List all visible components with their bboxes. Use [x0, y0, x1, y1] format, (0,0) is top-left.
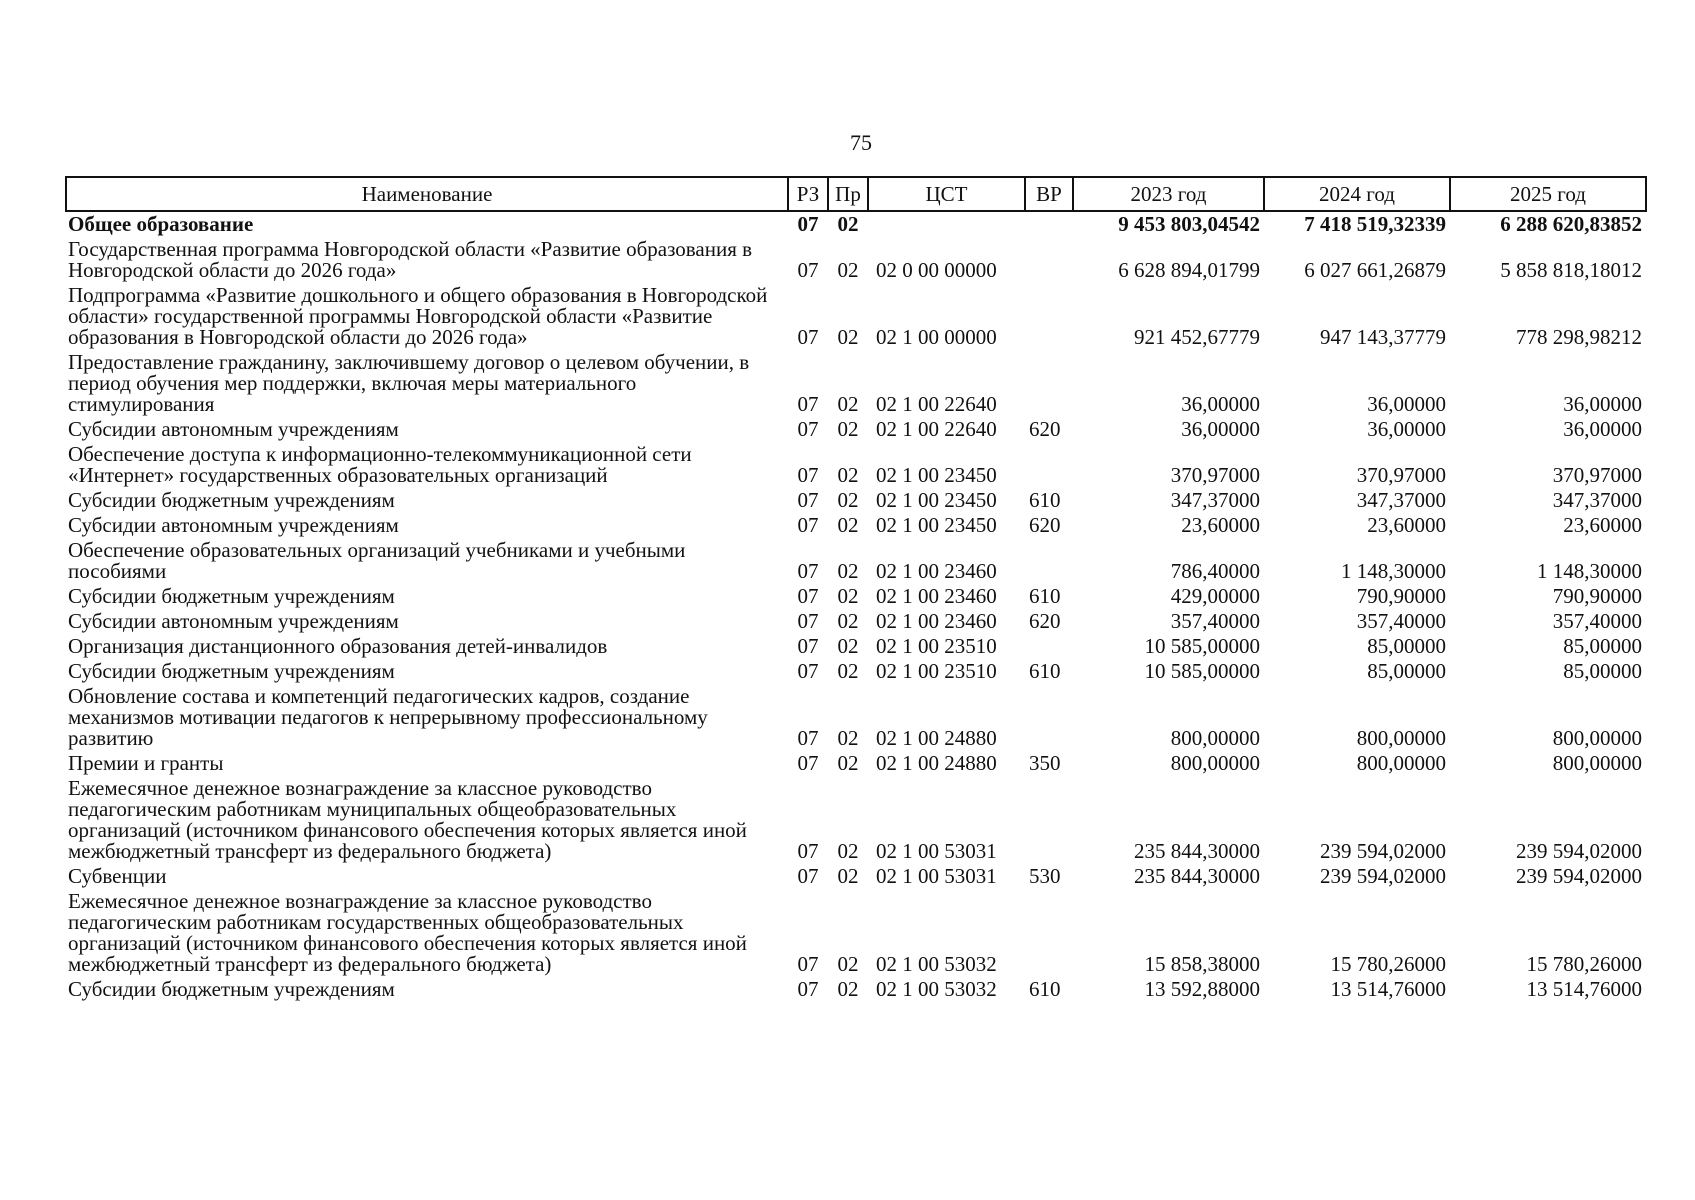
cell-pr: 02	[837, 726, 859, 750]
header-rz: РЗ	[788, 177, 828, 211]
cell-pr: 02	[837, 513, 859, 537]
cell-rz: 07	[797, 609, 819, 633]
cell-pr: 02	[837, 839, 859, 863]
cell-y2023: 347,37000	[1170, 488, 1260, 512]
cell-y2024: 239 594,02000	[1320, 839, 1446, 863]
cell-vr: 610	[1029, 977, 1061, 1001]
cell-vr: 530	[1029, 864, 1061, 888]
table-row	[66, 488, 1646, 513]
cell-y2024: 239 594,02000	[1320, 864, 1446, 888]
cell-rz: 07	[797, 417, 819, 441]
cell-rz: 07	[797, 258, 819, 282]
cell-y2023: 800,00000	[1170, 726, 1260, 750]
cell-cst: 02 1 00 23460	[876, 609, 997, 633]
cell-cst: 02 0 00 00000	[876, 258, 997, 282]
cell-y2024: 790,90000	[1356, 584, 1446, 608]
cell-name: Субсидии бюджетным учреждениям	[68, 977, 395, 1001]
cell-rz: 07	[797, 864, 819, 888]
cell-y2023: 15 858,38000	[1144, 952, 1260, 976]
cell-cst: 02 1 00 53031	[876, 839, 997, 863]
cell-y2024: 15 780,26000	[1330, 952, 1446, 976]
cell-name: Субсидии бюджетным учреждениям	[68, 488, 395, 512]
cell-y2023: 921 452,67779	[1134, 325, 1260, 349]
table-row	[66, 659, 1646, 684]
table-row	[66, 442, 1646, 488]
cell-name: Субсидии автономным учреждениям	[68, 609, 399, 633]
cell-vr	[1025, 889, 1073, 977]
cell-cst: 02 1 00 23510	[876, 634, 997, 658]
cell-y2024: 6 027 661,26879	[1304, 258, 1446, 282]
header-row	[66, 177, 1646, 211]
cell-y2023: 6 628 894,01799	[1118, 258, 1260, 282]
cell-y2023: 429,00000	[1170, 584, 1260, 608]
cell-y2023: 36,00000	[1181, 417, 1260, 441]
cell-cst: 02 1 00 53031	[876, 864, 997, 888]
cell-y2024: 947 143,37779	[1320, 325, 1446, 349]
cell-cst: 02 1 00 23460	[876, 584, 997, 608]
cell-y2025: 1 148,30000	[1537, 559, 1642, 583]
cell-y2024: 36,00000	[1367, 392, 1446, 416]
table-row	[66, 751, 1646, 776]
cell-vr: 350	[1029, 751, 1061, 775]
table-row	[66, 584, 1646, 609]
cell-y2023: 370,97000	[1170, 463, 1260, 487]
header-name: Наименование	[66, 177, 788, 211]
cell-y2025: 13 514,76000	[1526, 977, 1642, 1001]
table-header	[66, 177, 1646, 211]
cell-rz: 07	[797, 513, 819, 537]
cell-cst: 02 1 00 24880	[876, 751, 997, 775]
cell-pr: 02	[837, 417, 859, 441]
cell-vr	[1025, 237, 1073, 283]
cell-y2023: 357,40000	[1170, 609, 1260, 633]
cell-y2025: 778 298,98212	[1516, 325, 1642, 349]
cell-y2023: 235 844,30000	[1134, 864, 1260, 888]
cell-y2024: 357,40000	[1356, 609, 1446, 633]
cell-y2023: 800,00000	[1170, 751, 1260, 775]
cell-name: Подпрограмма «Развитие дошкольного и общего образования в Новгородской области» государственной программы Новгородской области «Развитие образования в Новгородской области до 2026 года»	[68, 283, 768, 349]
cell-y2025: 15 780,26000	[1526, 952, 1642, 976]
table-row	[66, 211, 1646, 237]
cell-y2023: 10 585,00000	[1144, 659, 1260, 683]
cell-name: Обеспечение доступа к информационно-телекоммуникационной сети «Интернет» государственных образовательных организаций	[68, 442, 692, 487]
cell-vr: 620	[1029, 513, 1061, 537]
cell-y2025: 239 594,02000	[1516, 839, 1642, 863]
cell-pr: 02	[837, 864, 859, 888]
cell-name: Субвенции	[68, 864, 167, 888]
cell-y2024: 1 148,30000	[1341, 559, 1446, 583]
cell-y2023: 36,00000	[1181, 392, 1260, 416]
cell-pr: 02	[837, 488, 859, 512]
header-2024: 2024 год	[1264, 177, 1450, 211]
table-row	[66, 538, 1646, 584]
cell-pr: 02	[837, 212, 859, 236]
cell-vr	[1025, 634, 1073, 659]
cell-y2023: 9 453 803,04542	[1118, 212, 1260, 236]
cell-rz: 07	[797, 751, 819, 775]
cell-y2023: 23,60000	[1181, 513, 1260, 537]
cell-vr	[1025, 442, 1073, 488]
cell-pr: 02	[837, 659, 859, 683]
cell-y2024: 85,00000	[1367, 634, 1446, 658]
cell-vr: 610	[1029, 659, 1061, 683]
cell-y2025: 800,00000	[1552, 726, 1642, 750]
cell-vr: 620	[1029, 417, 1061, 441]
cell-y2024: 7 418 519,32339	[1304, 212, 1446, 236]
cell-y2025: 790,90000	[1552, 584, 1642, 608]
cell-rz: 07	[797, 634, 819, 658]
cell-name: Субсидии автономным учреждениям	[68, 513, 399, 537]
header-pr: Пр	[828, 177, 868, 211]
table-row	[66, 513, 1646, 538]
cell-vr	[1025, 684, 1073, 751]
cell-rz: 07	[797, 659, 819, 683]
cell-y2025: 6 288 620,83852	[1500, 212, 1642, 236]
cell-name: Обновление состава и компетенций педагогических кадров, создание механизмов мотивации педагогов к непрерывному профессиональному развитию	[68, 684, 708, 750]
cell-rz: 07	[797, 952, 819, 976]
cell-name: Ежемесячное денежное вознаграждение за классное руководство педагогическим работникам муниципальных общеобразовательных организаций (источником финансового обеспечения которых является иной межбюджетный трансферт из федерального бюджета)	[68, 776, 747, 863]
cell-cst: 02 1 00 00000	[876, 325, 997, 349]
cell-rz: 07	[797, 392, 819, 416]
cell-pr: 02	[837, 751, 859, 775]
cell-y2025: 800,00000	[1552, 751, 1642, 775]
cell-cst: 02 1 00 23450	[876, 463, 997, 487]
cell-cst: 02 1 00 22640	[876, 417, 997, 441]
cell-cst: 02 1 00 53032	[876, 977, 997, 1001]
cell-rz: 07	[797, 839, 819, 863]
cell-y2025: 370,97000	[1552, 463, 1642, 487]
cell-pr: 02	[837, 559, 859, 583]
cell-y2025: 36,00000	[1563, 417, 1642, 441]
cell-rz: 07	[797, 977, 819, 1001]
cell-rz: 07	[797, 463, 819, 487]
cell-vr	[1025, 211, 1073, 237]
table-row	[66, 417, 1646, 442]
table-row	[66, 977, 1646, 1002]
table-row	[66, 889, 1646, 977]
cell-y2023: 235 844,30000	[1134, 839, 1260, 863]
table-row	[66, 634, 1646, 659]
cell-y2023: 786,40000	[1170, 559, 1260, 583]
cell-vr	[1025, 350, 1073, 417]
cell-cst: 02 1 00 24880	[876, 726, 997, 750]
cell-y2023: 10 585,00000	[1144, 634, 1260, 658]
page-number: 75	[850, 130, 872, 155]
cell-cst: 02 1 00 23450	[876, 513, 997, 537]
cell-cst: 02 1 00 23510	[876, 659, 997, 683]
header-2025: 2025 год	[1450, 177, 1646, 211]
cell-y2025: 36,00000	[1563, 392, 1642, 416]
table-body	[66, 211, 1646, 1002]
cell-pr: 02	[837, 584, 859, 608]
table-row	[66, 864, 1646, 889]
cell-pr: 02	[837, 325, 859, 349]
cell-rz: 07	[797, 212, 819, 236]
cell-y2025: 5 858 818,18012	[1500, 258, 1642, 282]
cell-rz: 07	[797, 726, 819, 750]
cell-y2024: 370,97000	[1356, 463, 1446, 487]
cell-name: Государственная программа Новгородской области «Развитие образования в Новгородской области до 2026 года»	[68, 237, 753, 282]
header-vr: ВР	[1025, 177, 1073, 211]
table-row	[66, 237, 1646, 283]
cell-rz: 07	[797, 488, 819, 512]
cell-vr: 620	[1029, 609, 1061, 633]
cell-y2025: 85,00000	[1563, 634, 1642, 658]
cell-name: Организация дистанционного образования детей-инвалидов	[68, 634, 608, 658]
cell-name: Субсидии бюджетным учреждениям	[68, 659, 395, 683]
cell-y2024: 36,00000	[1367, 417, 1446, 441]
cell-pr: 02	[837, 392, 859, 416]
cell-y2025: 85,00000	[1563, 659, 1642, 683]
cell-cst: 02 1 00 22640	[876, 392, 997, 416]
cell-name: Ежемесячное денежное вознаграждение за классное руководство педагогическим работникам государственных общеобразовательных организаций (источником финансового обеспечения которых является иной межбюджетный трансферт из федерального бюджета)	[68, 889, 747, 976]
cell-cst: 02 1 00 53032	[876, 952, 997, 976]
cell-name: Субсидии бюджетным учреждениям	[68, 584, 395, 608]
cell-y2025: 357,40000	[1552, 609, 1642, 633]
cell-cst: 02 1 00 23460	[876, 559, 997, 583]
cell-y2024: 85,00000	[1367, 659, 1446, 683]
cell-name: Предоставление гражданину, заключившему договор о целевом обучении, в период обучения мер поддержки, включая меры материального стимулирования	[68, 350, 750, 416]
cell-pr: 02	[837, 258, 859, 282]
cell-pr: 02	[837, 952, 859, 976]
header-2023: 2023 год	[1073, 177, 1264, 211]
cell-cst: 02 1 00 23450	[876, 488, 997, 512]
cell-vr	[1025, 538, 1073, 584]
header-cst: ЦСТ	[868, 177, 1025, 211]
cell-y2024: 347,37000	[1356, 488, 1446, 512]
cell-y2023: 13 592,88000	[1144, 977, 1260, 1001]
cell-vr	[1025, 283, 1073, 350]
cell-y2025: 347,37000	[1552, 488, 1642, 512]
cell-rz: 07	[797, 584, 819, 608]
cell-y2024: 23,60000	[1367, 513, 1446, 537]
table-row	[66, 684, 1646, 751]
cell-y2025: 23,60000	[1563, 513, 1642, 537]
cell-pr: 02	[837, 463, 859, 487]
cell-rz: 07	[797, 325, 819, 349]
cell-y2024: 800,00000	[1356, 726, 1446, 750]
cell-vr	[1025, 776, 1073, 864]
cell-name: Обеспечение образовательных организаций учебниками и учебными пособиями	[68, 538, 686, 583]
cell-y2024: 13 514,76000	[1330, 977, 1446, 1001]
table-row	[66, 350, 1646, 417]
cell-cst	[868, 211, 1025, 237]
cell-pr: 02	[837, 609, 859, 633]
table-row	[66, 776, 1646, 864]
cell-pr: 02	[837, 977, 859, 1001]
cell-vr: 610	[1029, 488, 1061, 512]
cell-name: Премии и гранты	[68, 751, 224, 775]
cell-y2024: 800,00000	[1356, 751, 1446, 775]
cell-vr: 610	[1029, 584, 1061, 608]
budget-table	[65, 176, 1647, 1002]
table-row	[66, 609, 1646, 634]
table-row	[66, 283, 1646, 350]
cell-y2025: 239 594,02000	[1516, 864, 1642, 888]
cell-rz: 07	[797, 559, 819, 583]
cell-name: Общее образование	[68, 212, 254, 236]
cell-pr: 02	[837, 634, 859, 658]
cell-name: Субсидии автономным учреждениям	[68, 417, 399, 441]
